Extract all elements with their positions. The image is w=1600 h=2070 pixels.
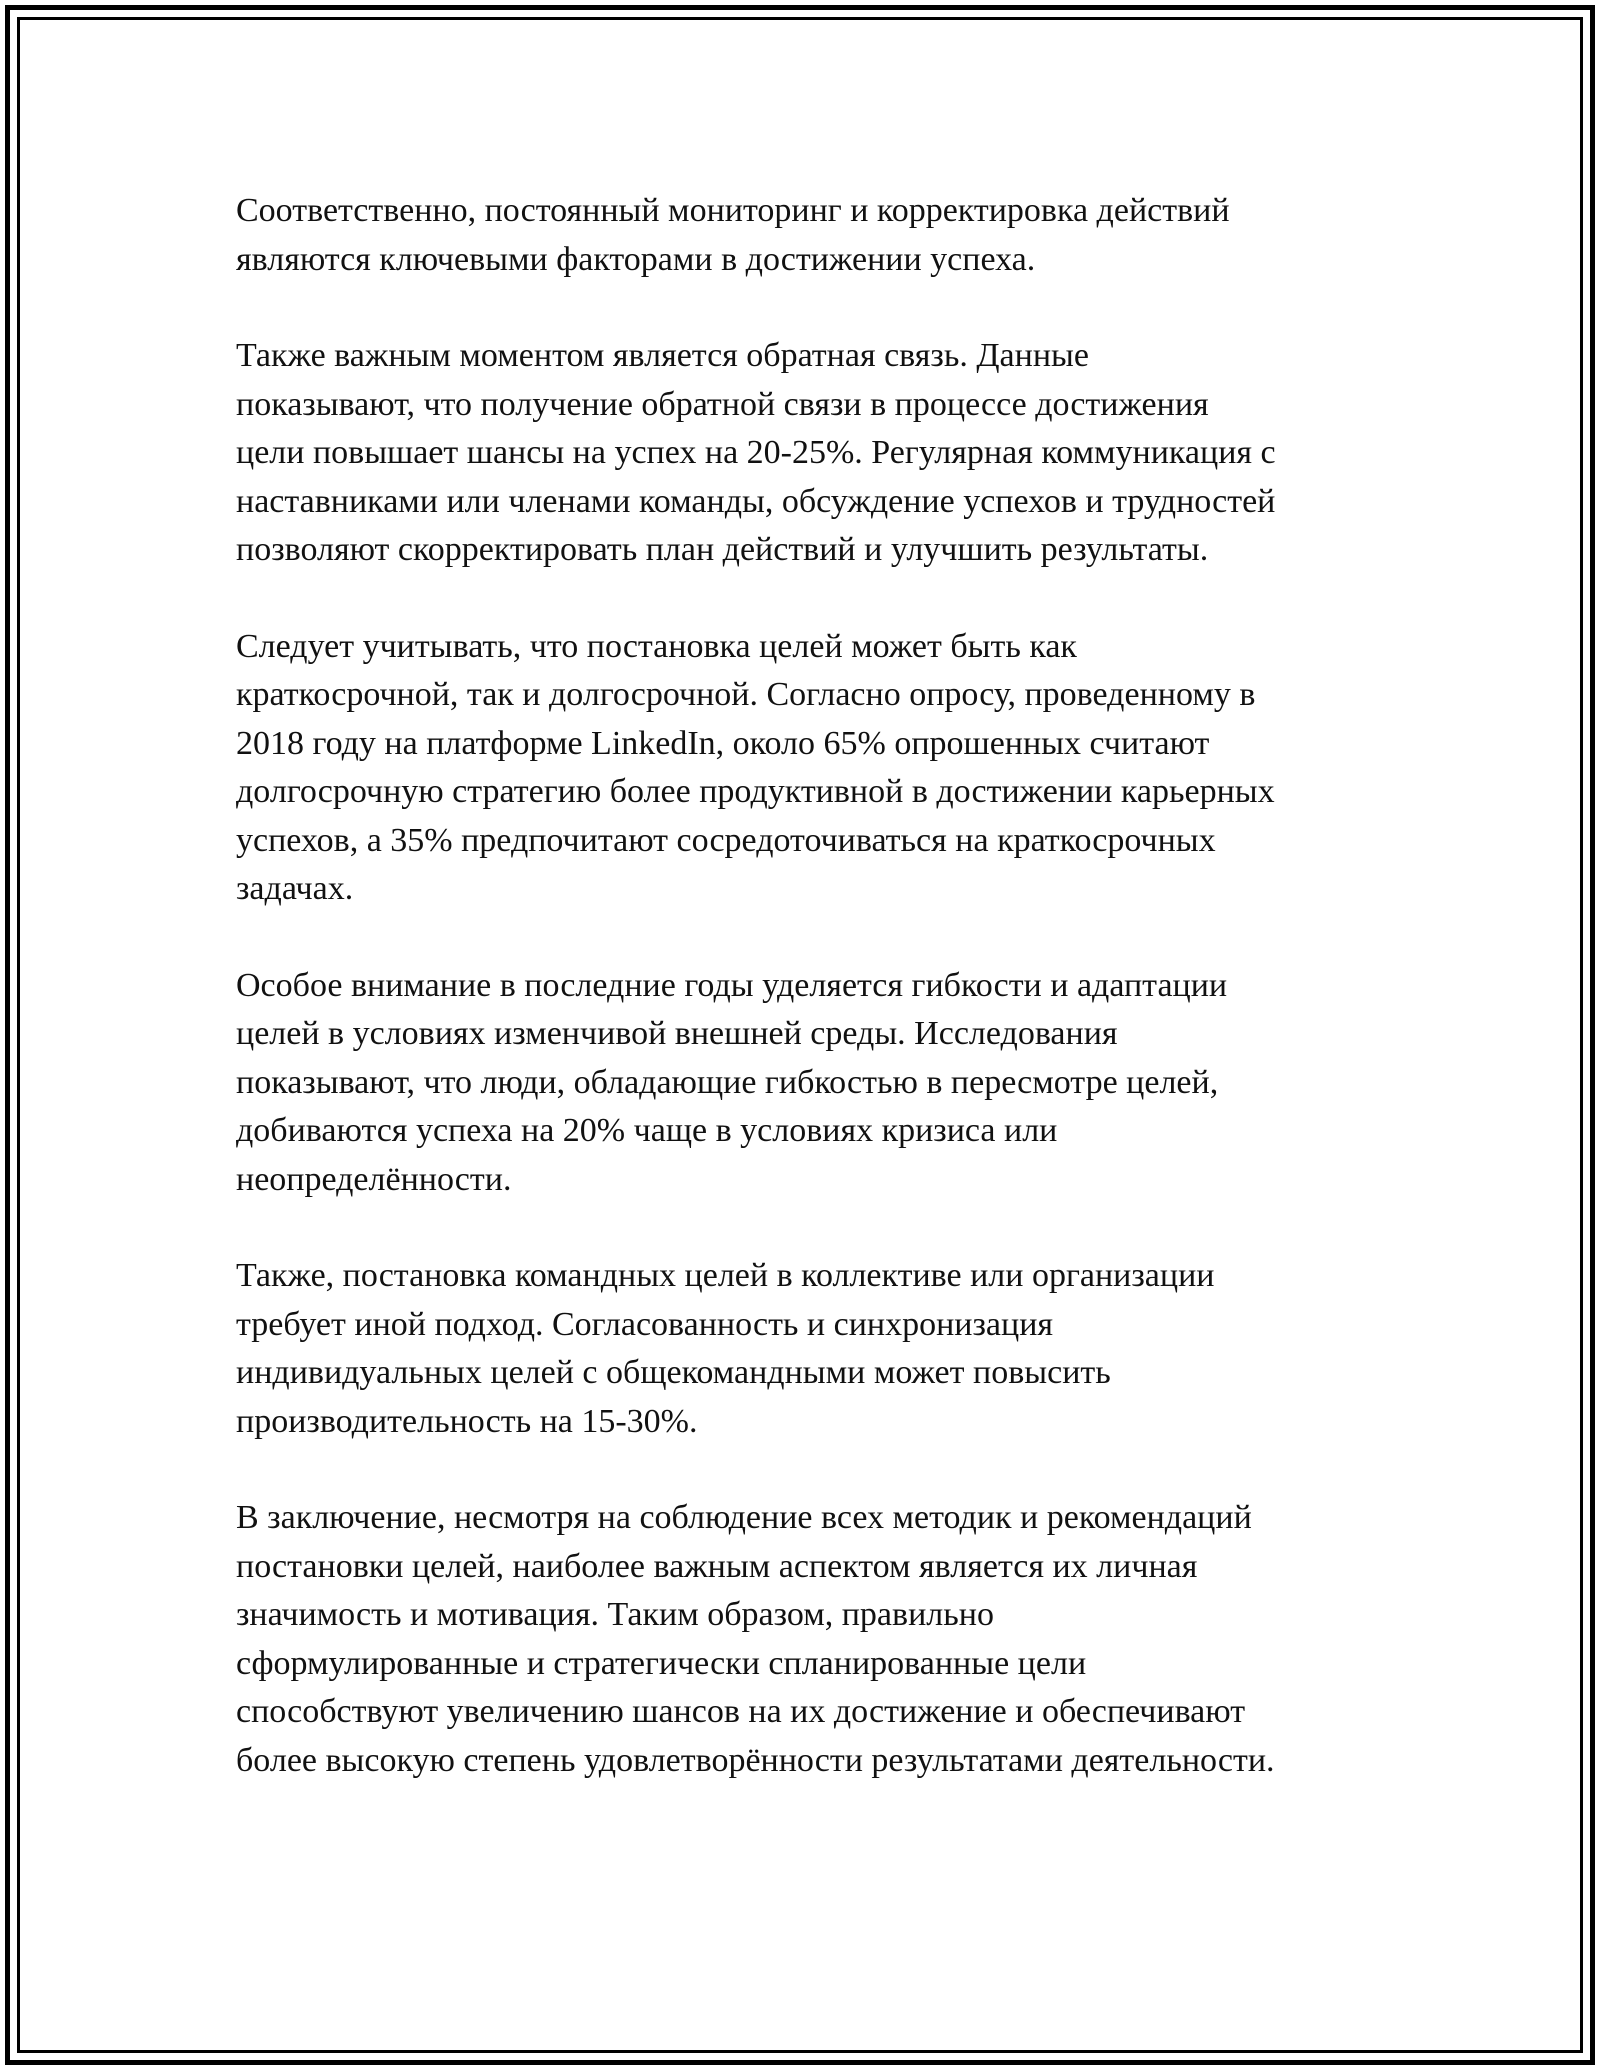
paragraph-short-long-term: Следует учитывать, что постановка целей может быть как краткосрочной, так и долгосрочной. Согласно опросу, проведенному в 2018 году на платформе LinkedIn, около 65% опрошенных считают долгосрочную стратегию более продуктивной в достижении карьерных успехов, а 35% предпочитают сосредоточиваться на краткосрочных задачах.: [236, 627, 1275, 907]
document-body: [236, 187, 1406, 1833]
paragraph-flexibility: Особое внимание в последние годы уделяется гибкости и адаптации целей в условиях изменчивой внешней среды. Исследования показывают, что люди, обладающие гибкостью в пересмотре целей, добиваются успеха на 20% чаще в условиях кризиса или неопределённости.: [236, 966, 1228, 1198]
paragraph-feedback: Также важным моментом является обратная связь. Данные показывают, что получение обратной связи в процессе достижения цели повышает шансы на успех на 20-25%. Регулярная коммуникация с наставниками или членами команды, обсуждение успехов и трудностей позволяют скорректировать план действий и улучшить результаты.: [236, 337, 1276, 568]
paragraph-monitoring: Соответственно, постоянный мониторинг и корректировка действий являются ключевыми факторами в достижении успеха.: [236, 192, 1230, 278]
paragraph-conclusion: В заключение, несмотря на соблюдение всех методик и рекомендаций постановки целей, наиболее важным аспектом является их личная значимость и мотивация. Таким образом, правильно сформулированные и стратегически спланированные цели способствуют увеличению шансов на их достижение и обеспечивают более высокую степень удовлетворённости результатами деятельности.: [236, 1499, 1275, 1779]
paragraph-team-goals: Также, постановка командных целей в коллективе или организации требует иной подход. Согласованность и синхронизация индивидуальных целей с общекомандными может повысить производительность на 15-30%.: [236, 1257, 1215, 1440]
